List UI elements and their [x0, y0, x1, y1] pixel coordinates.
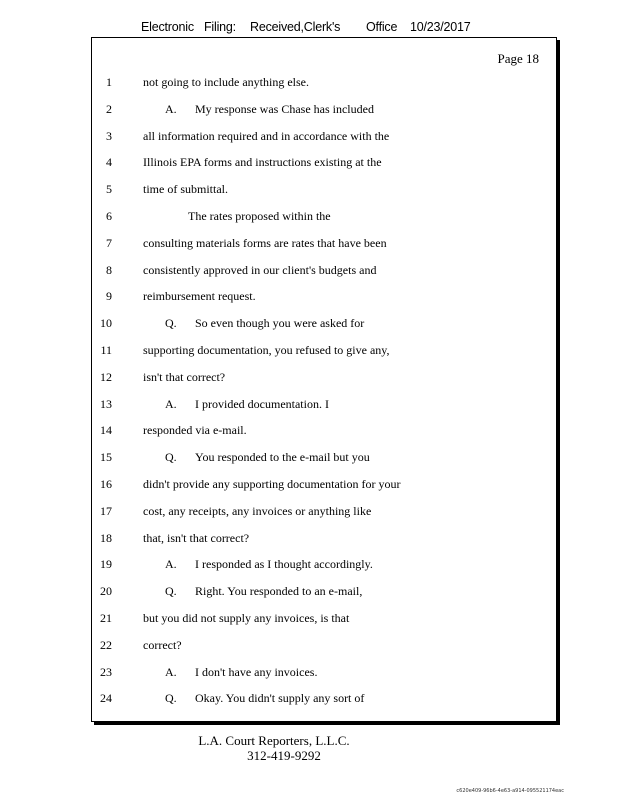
line-number: 3 [106, 128, 112, 143]
footer-company: L.A. Court Reporters, L.L.C. [198, 733, 350, 748]
line-number: 5 [106, 182, 112, 197]
transcript-line [92, 394, 556, 414]
line-text: reimbursement request. [143, 289, 256, 304]
line-text: not going to include anything else. [143, 75, 309, 89]
line-number: 14 [100, 423, 112, 438]
line-number: 22 [100, 637, 112, 652]
transcript-line [92, 233, 556, 253]
line-number: 11 [100, 343, 112, 357]
speaker-label: A. [165, 557, 177, 572]
line-number: 12 [100, 369, 112, 384]
transcript-line [92, 608, 556, 628]
line-number: 4 [106, 155, 112, 170]
transcript-line [92, 126, 556, 146]
transcript-line [92, 501, 556, 521]
line-text: Illinois EPA forms and instructions existing at the [143, 155, 382, 170]
line-number: 2 [106, 101, 112, 116]
line-number: 23 [100, 664, 112, 679]
transcript-line [92, 286, 556, 306]
speaker-label: Q. [165, 584, 177, 599]
line-text: Okay. You didn't supply any sort of [195, 691, 365, 706]
line-text: responded via e-mail. [143, 423, 247, 438]
line-text: consistently approved in our client's budgets and [143, 262, 377, 277]
line-number: 7 [106, 235, 112, 250]
line-number: 20 [100, 584, 112, 599]
stamp-received: Received,Clerk's [250, 20, 341, 34]
line-number: 17 [100, 503, 112, 518]
transcript-line [92, 688, 556, 708]
line-number: 19 [100, 557, 112, 572]
line-text: You responded to the e-mail but you [195, 450, 370, 465]
line-text: supporting documentation, you refused to give any, [143, 343, 390, 357]
line-text: I provided documentation. I [195, 396, 329, 411]
line-number: 1 [106, 75, 112, 89]
transcript-line [92, 260, 556, 280]
stamp-filing: Filing: [204, 20, 236, 34]
line-number: 9 [106, 289, 112, 304]
line-text: consulting materials forms are rates that have been [143, 235, 387, 250]
speaker-label: A. [165, 664, 177, 679]
line-text: but you did not supply any invoices, is that [143, 611, 350, 625]
line-text: So even though you were asked for [195, 316, 365, 331]
footer-phone: 312-419-9292 [247, 748, 321, 763]
transcript-line [92, 313, 556, 333]
speaker-label: Q. [165, 691, 177, 706]
line-text: The rates proposed within the [188, 209, 331, 223]
line-number: 24 [100, 691, 112, 706]
transcript-line [92, 447, 556, 467]
line-number: 13 [100, 396, 112, 411]
transcript-line [92, 99, 556, 119]
transcript-line [92, 635, 556, 655]
page-number: Page 18 [497, 51, 539, 66]
line-number: 8 [106, 262, 112, 277]
line-number: 15 [100, 450, 112, 465]
line-text: Right. You responded to an e-mail, [195, 584, 363, 599]
line-number: 18 [100, 530, 112, 545]
line-text: correct? [143, 637, 182, 652]
line-text: time of submittal. [143, 182, 228, 197]
transcript-line [92, 474, 556, 494]
line-number: 10 [100, 316, 112, 331]
stamp-office: Office [366, 20, 398, 34]
transcript-line [92, 581, 556, 601]
stamp-electronic: Electronic [141, 20, 194, 34]
transcript-line [92, 528, 556, 548]
line-text: cost, any receipts, any invoices or anything like [143, 503, 372, 518]
stamp-date: 10/23/2017 [410, 20, 471, 34]
speaker-label: A. [165, 101, 177, 116]
line-number: 21 [100, 611, 112, 625]
line-number: 16 [100, 477, 112, 491]
transcript-line [92, 206, 556, 226]
speaker-label: Q. [165, 316, 177, 331]
document-hash: c620e409-96b6-4e63-a914-095521174eac [456, 788, 564, 794]
transcript-line [92, 554, 556, 574]
transcript-line [92, 367, 556, 387]
line-text: I responded as I thought accordingly. [195, 557, 373, 572]
line-text: isn't that correct? [143, 369, 226, 384]
transcript-line [92, 340, 556, 360]
line-text: didn't provide any supporting documentation for your [143, 477, 401, 491]
line-text: all information required and in accordance with the [143, 128, 390, 143]
speaker-label: Q. [165, 450, 177, 465]
transcript-line [92, 420, 556, 440]
line-number: 6 [106, 209, 112, 223]
transcript-page [91, 37, 557, 722]
transcript-line [92, 179, 556, 199]
line-text: My response was Chase has included [195, 101, 374, 116]
transcript-line [92, 152, 556, 172]
speaker-label: A. [165, 396, 177, 411]
transcript-line [92, 72, 556, 92]
filing-stamp [141, 20, 471, 34]
line-text: that, isn't that correct? [143, 530, 250, 545]
line-text: I don't have any invoices. [195, 664, 318, 679]
transcript-line [92, 662, 556, 682]
